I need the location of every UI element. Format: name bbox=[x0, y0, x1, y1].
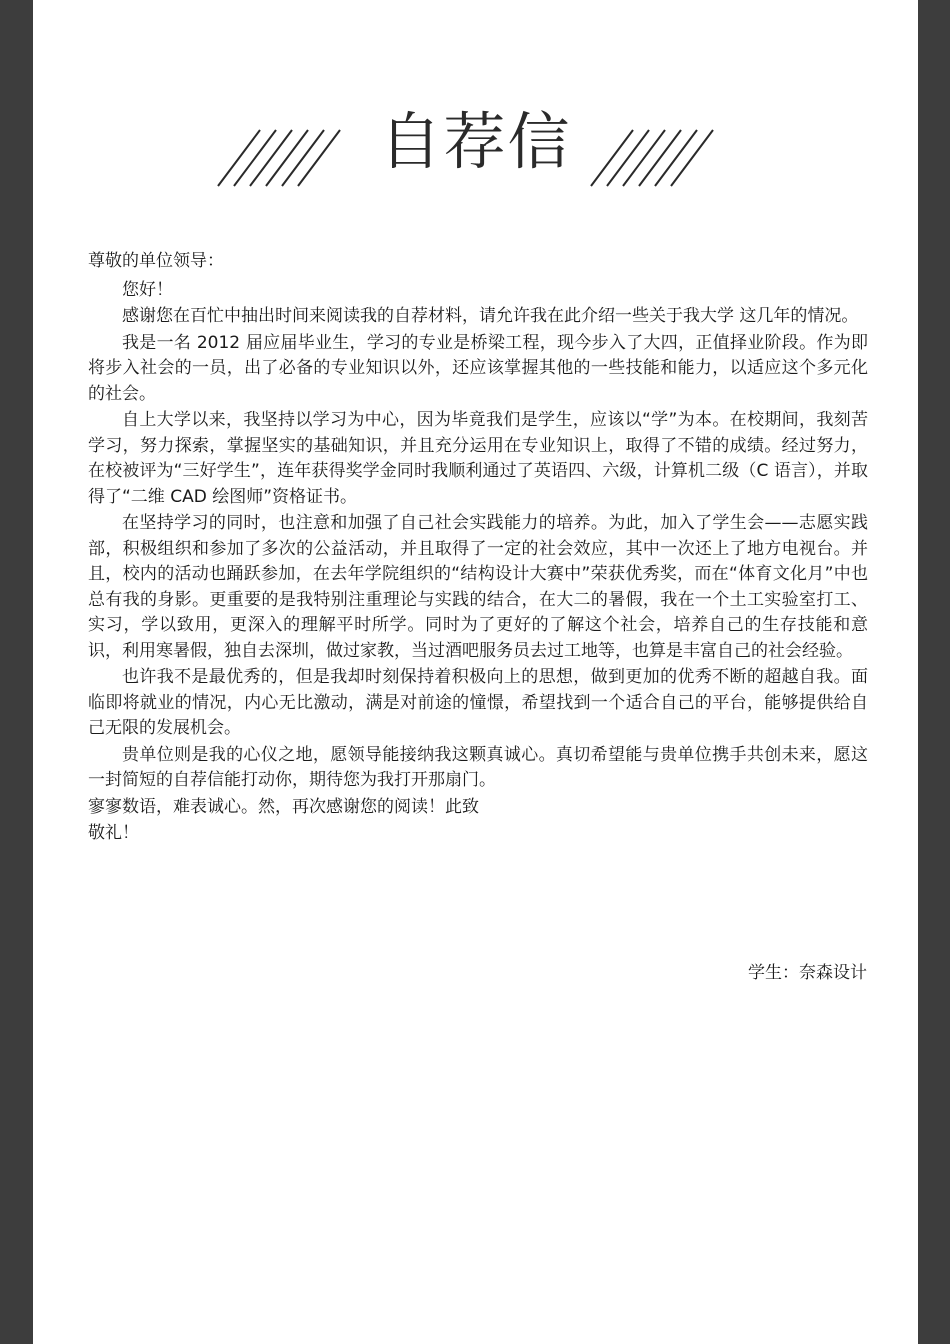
salutation: 尊敬的单位领导： bbox=[88, 251, 224, 271]
letter-title: 自荐信 bbox=[379, 105, 572, 178]
paragraph-aspiration: 也许我不是最优秀的，但是我却时刻保持着积极向上的思想，做到更加的优秀不断的超越自我。面临即将就业的情况，内心无比激动，满是对前途的憧憬，希望找到一个适合自己的平台，能够提供给自己无限的发展机会。 bbox=[88, 667, 868, 738]
paragraph-introduction: 我是一名 2012 届应届毕业生，学习的专业是桥梁工程，现今步入了大四，正值择业阶段。作为即将步入社会的一员，出了必备的专业知识以外，还应该掌握其他的一些技能和能力，以适应这个多元化的社会。 bbox=[88, 332, 868, 404]
greeting: 您好！ bbox=[122, 279, 173, 300]
title-block bbox=[33, 100, 918, 200]
signature: 学生：奈森设计 bbox=[748, 963, 867, 983]
paragraph-request: 贵单位则是我的心仪之地，愿领导能接纳我这颗真诚心。真切希望能与贵单位携手共创未来，愿这一封简短的自荐信能打动你，期待您为我打开那扇门。 bbox=[88, 744, 868, 790]
paragraph-study: 自上大学以来，我坚持以学习为中心，因为毕竟我们是学生，应该以“学”为本。在校期间，我刻苦学习，努力探索，掌握坚实的基础知识，并且充分运用在专业知识上，取得了不错的成绩。经过努力，在校被评为“三好学生”，连年获得奖学金同时我顺利通过了英语四、六级，计算机二级（C 语言），并取得了“二维 CAD 绘图师”资格证书。 bbox=[88, 410, 868, 507]
right-slash-decoration bbox=[588, 128, 723, 188]
regards: 敬礼！ bbox=[88, 823, 139, 843]
paragraph-practice: 在坚持学习的同时，也注意和加强了自己社会实践能力的培养。为此，加入了学生会——志愿实践部，积极组织和参加了多次的公益活动，并且取得了一定的社会效应，其中一次还上了地方电视台。并且，校内的活动也踊跃参加，在去年学院组织的“结构设计大赛中”荣获优秀奖，而在“体育文化月”中也总有我的身影。更重要的是我特别注重理论与实践的结合，在大二的暑假，我在一个土工实验室打工、实习，学以致用，更深入的理解平时所学。同时为了更好的了解这个社会，培养自己的生存技能和意识，利用寒暑假，独自去深圳，做过家教，当过酒吧服务员去过工地等，也算是丰富自己的社会经验。 bbox=[88, 513, 868, 661]
letter-page bbox=[33, 0, 918, 1344]
paragraph-gratitude: 感谢您在百忙中抽出时间来阅读我的自荐材料，请允许我在此介绍一些关于我大学 这几年的情况。 bbox=[122, 306, 859, 326]
letter-body bbox=[88, 249, 868, 848]
closing-line: 寥寥数语，难表诚心。然，再次感谢您的阅读！此致 bbox=[88, 796, 479, 817]
